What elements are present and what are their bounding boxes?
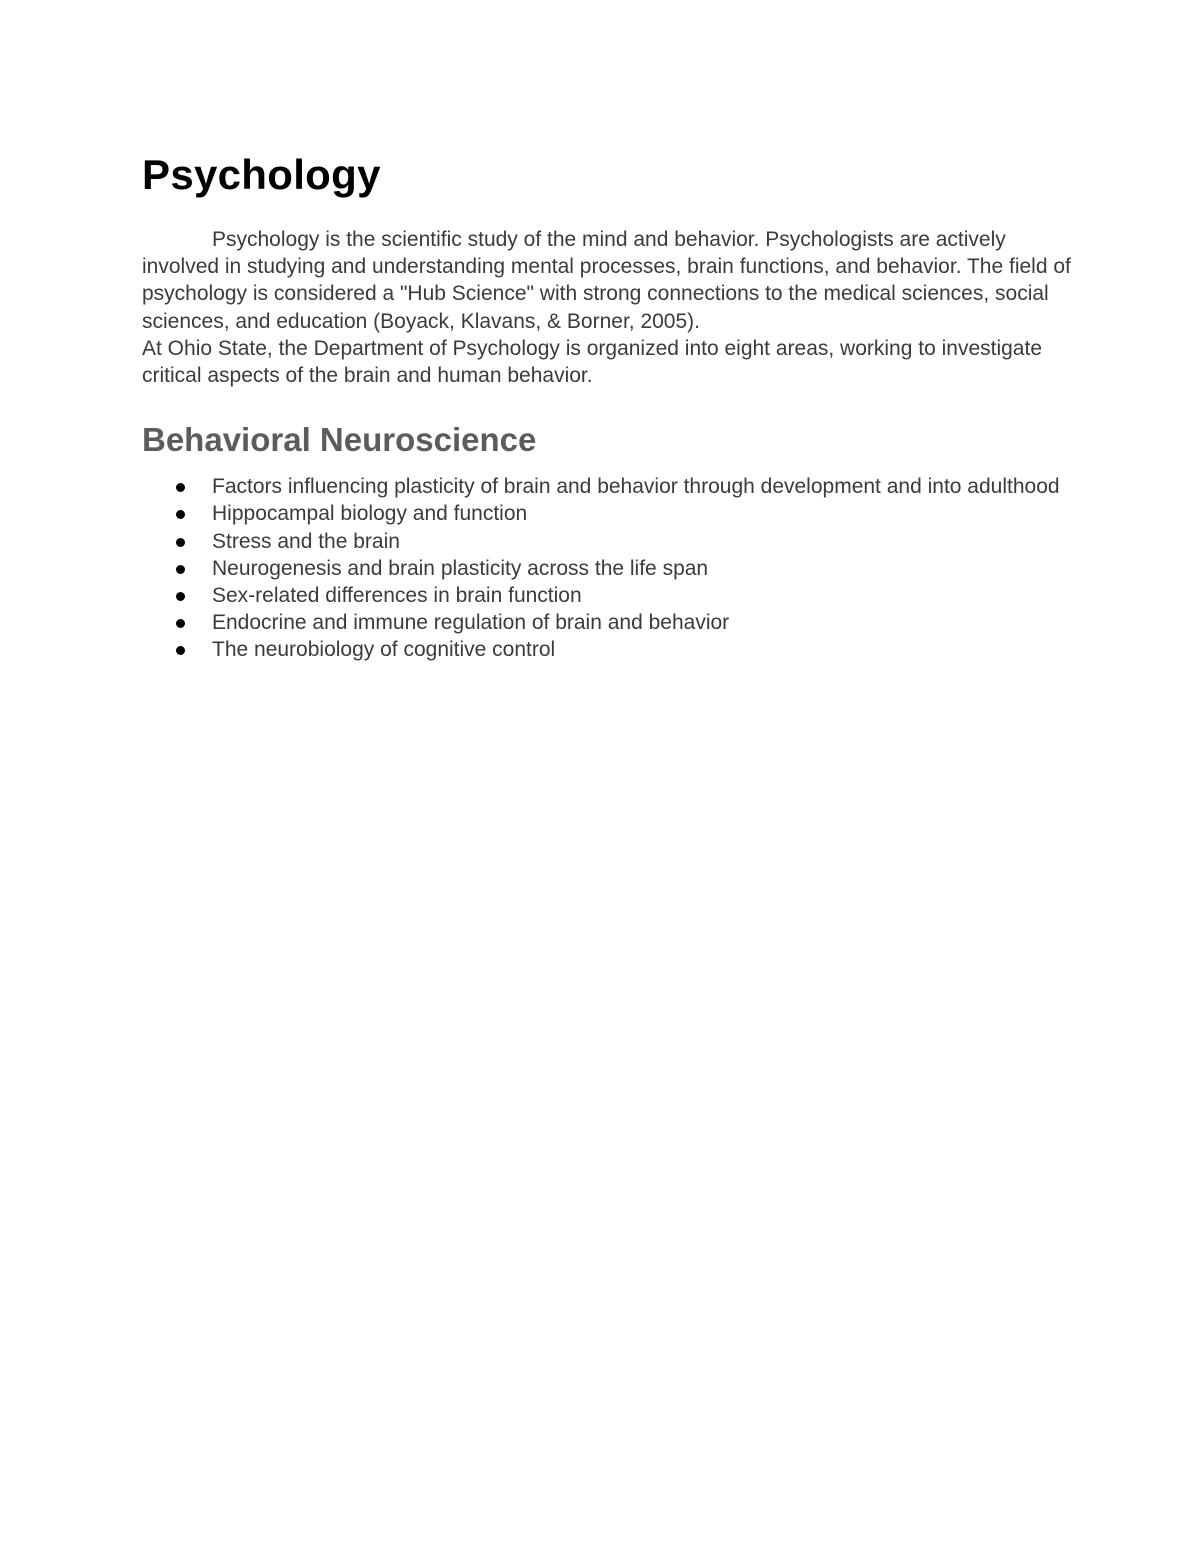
bullet-icon [176,592,185,601]
list-item [142,609,1072,636]
list-item-text: Neurogenesis and brain plasticity across the life span [212,556,709,580]
bullet-icon [176,646,185,655]
bullet-icon [176,483,185,492]
list-item [142,473,1072,500]
list-item [142,582,1072,609]
bullet-icon [176,565,185,574]
section-heading-behavioral-neuroscience: Behavioral Neuroscience [142,421,537,459]
list-item-text: Endocrine and immune regulation of brain and behavior [212,611,730,635]
intro-paragraph-ohio-state: At Ohio State, the Department of Psychology is organized into eight areas, working to investigate critical aspects of the brain and human behavior. [142,336,1042,388]
bullet-icon [176,538,185,547]
list-item [142,555,1072,582]
document-content [142,148,1072,664]
list-item [142,636,1072,663]
list-item [142,528,1072,555]
list-item-text: Hippocampal biology and function [212,502,528,526]
list-item [142,500,1072,527]
research-topics-list [142,473,1072,663]
list-item-text: The neurobiology of cognitive control [212,638,556,662]
intro-paragraph: Psychology is the scientific study of the mind and behavior. Psychologists are actively involved in studying and understanding mental processes, brain functions, and behavior. The field of psychology is considered a "Hub Science" with strong connections to the medical sciences, social sciences, and education (Boyack, Klavans, & Borner, 2005). [142,228,1071,333]
bullet-icon [176,619,185,628]
intro-section [142,226,1072,389]
list-item-text: Stress and the brain [212,529,400,553]
bullet-icon [176,510,185,519]
list-item-text: Sex-related differences in brain function [212,584,582,608]
list-item-text: Factors influencing plasticity of brain and behavior through development and into adulthood [212,475,1060,499]
page-title: Psychology [142,151,381,198]
